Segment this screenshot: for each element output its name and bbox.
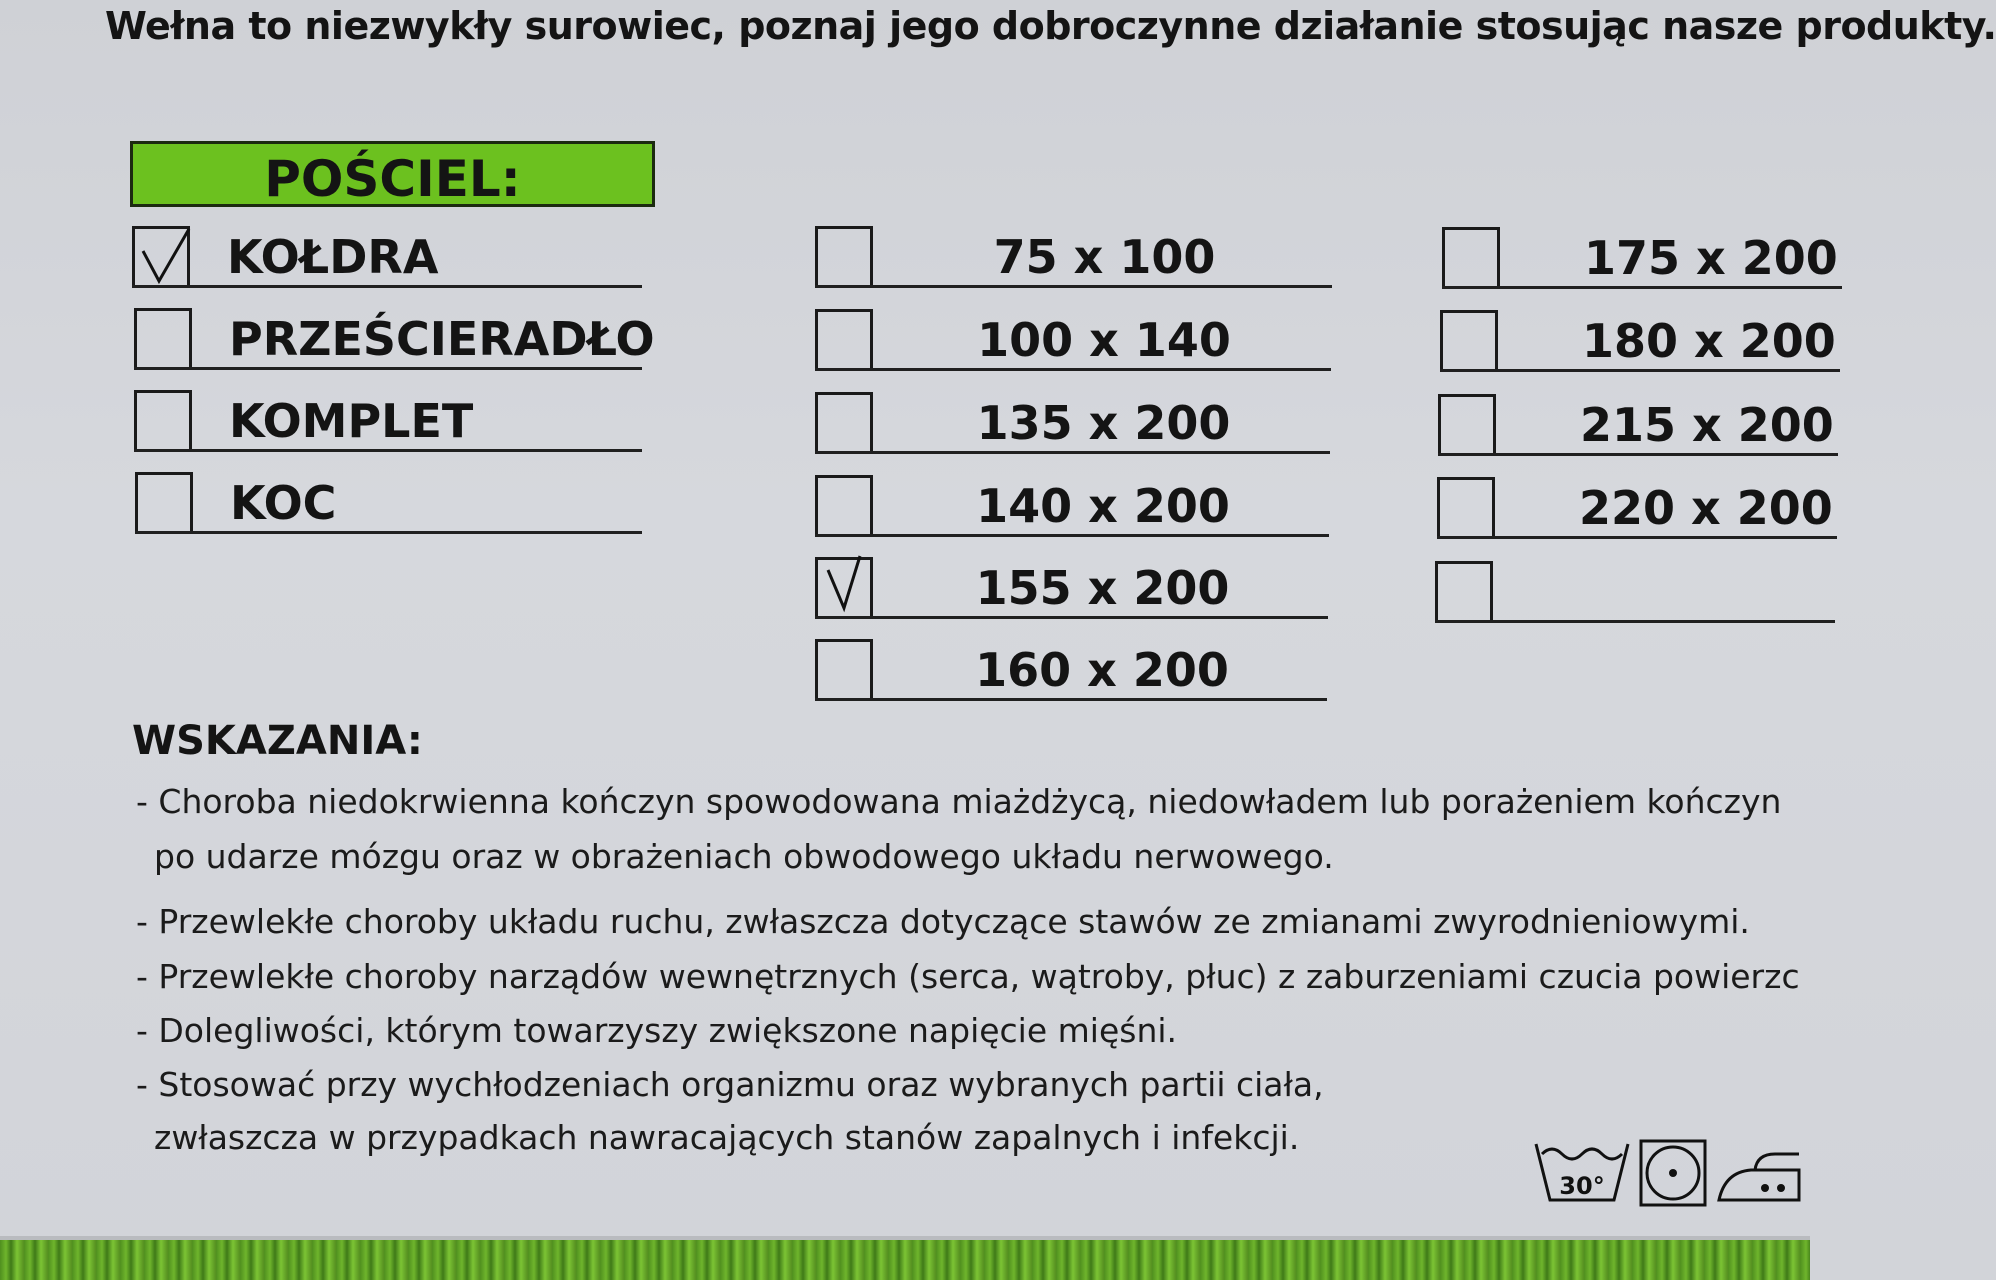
- size-row: [815, 388, 1330, 454]
- size-label: 160 x 200: [975, 643, 1229, 697]
- underline: [1440, 369, 1840, 372]
- size-row: [815, 222, 1332, 288]
- product-label: KOŁDRA: [227, 230, 439, 284]
- underline: [1437, 536, 1837, 539]
- wash-temp: 30°: [1559, 1172, 1605, 1200]
- size-row: [815, 553, 1328, 619]
- indication-line: - Przewlekłe choroby narządów wewnętrznych (serca, wątroby, płuc) z zaburzeniami czucia powierzc: [136, 957, 1800, 996]
- checkbox-koc[interactable]: [135, 472, 193, 534]
- size-label: 220 x 200: [1579, 481, 1833, 535]
- product-row: [135, 468, 642, 534]
- size-label: 215 x 200: [1580, 398, 1834, 452]
- checkbox-koldra[interactable]: [132, 226, 190, 288]
- underline: [815, 368, 1331, 371]
- size-row: [815, 471, 1329, 537]
- indications-title: WSKAZANIA:: [132, 718, 423, 764]
- size-checkbox[interactable]: [815, 392, 873, 454]
- tumble-dry-icon: [1638, 1138, 1708, 1212]
- headline: Wełna to niezwykły surowiec, poznaj jego dobroczynne działanie stosując nasze produkty.: [105, 4, 1996, 48]
- product-label: KOMPLET: [229, 394, 474, 448]
- checkmark-icon: [820, 552, 876, 618]
- underline: [815, 285, 1332, 288]
- size-label: 140 x 200: [976, 479, 1230, 533]
- size-checkbox[interactable]: [815, 557, 873, 619]
- underline: [134, 367, 642, 370]
- indication-line: zwłaszcza w przypadkach nawracających stanów zapalnych i infekcji.: [154, 1118, 1300, 1157]
- size-row: [815, 305, 1331, 371]
- size-checkbox[interactable]: [1440, 310, 1498, 372]
- product-row: [134, 304, 655, 370]
- underline: [815, 534, 1329, 537]
- indication-line: - Choroba niedokrwienna kończyn spowodowana miażdżycą, niedowładem lub porażeniem kończyn: [136, 782, 1782, 821]
- underline: [135, 531, 642, 534]
- underline: [1442, 286, 1842, 289]
- size-checkbox[interactable]: [1442, 227, 1500, 289]
- underline: [1438, 453, 1838, 456]
- product-row: [132, 222, 642, 288]
- size-row: [815, 635, 1327, 701]
- indication-line: po udarze mózgu oraz w obrażeniach obwodowego układu nerwowego.: [154, 837, 1334, 876]
- size-label: 155 x 200: [975, 561, 1230, 615]
- iron-two-dots-icon: [1715, 1138, 1805, 1212]
- indication-line: - Przewlekłe choroby układu ruchu, zwłaszcza dotyczące stawów ze zmianami zwyrodnieniowymi.: [136, 902, 1750, 941]
- underline: [134, 449, 642, 452]
- size-checkbox[interactable]: [1438, 394, 1496, 456]
- size-label: 175 x 200: [1584, 231, 1838, 285]
- product-label: PRZEŚCIERADŁO: [229, 312, 655, 366]
- size-label: 100 x 140: [977, 313, 1231, 367]
- product-row: [134, 386, 642, 452]
- size-label: 180 x 200: [1582, 314, 1836, 368]
- underline: [1435, 620, 1835, 623]
- size-checkbox[interactable]: [815, 639, 873, 701]
- checkbox-przescieradlo[interactable]: [134, 308, 192, 370]
- size-row: [1435, 557, 1835, 623]
- grass-strip: [0, 1240, 1810, 1280]
- underline: [815, 698, 1327, 701]
- indication-line: - Stosować przy wychłodzeniach organizmu oraz wybranych partii ciała,: [136, 1065, 1324, 1104]
- product-label: KOC: [230, 476, 337, 530]
- size-label: 75 x 100: [993, 230, 1216, 284]
- size-row: [1442, 223, 1842, 289]
- size-checkbox[interactable]: [1435, 561, 1493, 623]
- size-label: 135 x 200: [976, 396, 1231, 450]
- size-checkbox[interactable]: [1437, 477, 1495, 539]
- underline: [132, 285, 642, 288]
- size-checkbox[interactable]: [815, 226, 873, 288]
- underline: [815, 451, 1330, 454]
- underline: [815, 616, 1328, 619]
- size-checkbox[interactable]: [815, 475, 873, 537]
- size-checkbox[interactable]: [815, 309, 873, 371]
- size-row: [1438, 390, 1838, 456]
- checkbox-komplet[interactable]: [134, 390, 192, 452]
- indication-line: - Dolegliwości, którym towarzyszy zwiększone napięcie mięśni.: [136, 1011, 1178, 1050]
- size-row: [1440, 306, 1840, 372]
- section-title: POŚCIEL:: [130, 141, 655, 207]
- checkmark-icon: [137, 221, 193, 287]
- wash-30-icon: [1532, 1138, 1632, 1212]
- size-row: [1437, 473, 1837, 539]
